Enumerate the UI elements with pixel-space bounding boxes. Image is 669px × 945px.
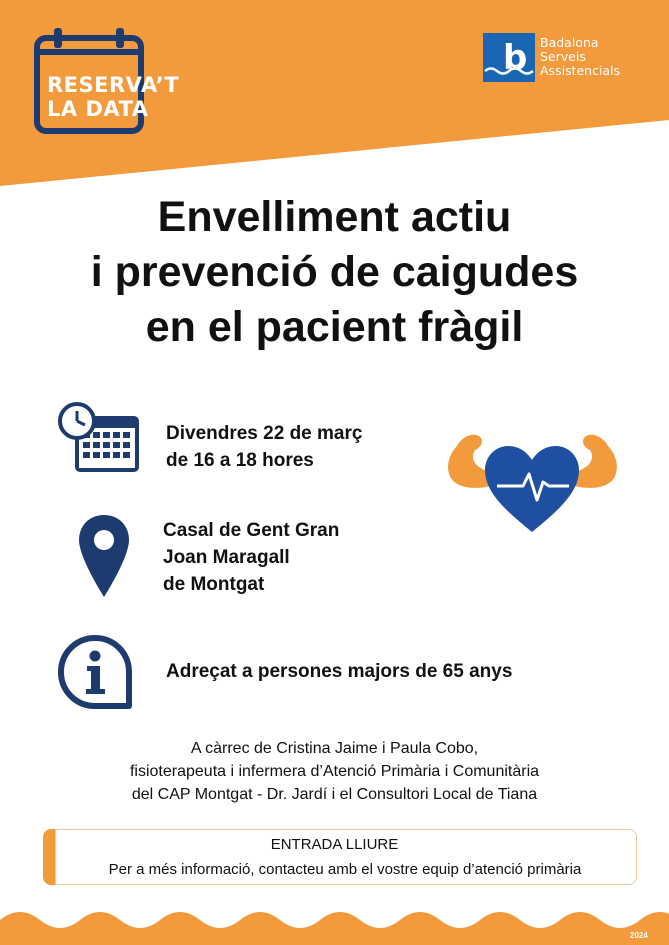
event-date bbox=[166, 420, 362, 474]
map-pin-icon bbox=[77, 513, 131, 599]
year-label: 2024 bbox=[630, 931, 648, 940]
place-line-3: de Montgat bbox=[163, 574, 265, 595]
credits-line-2: fisioterapeuta i infermera d’Atenció Primària i Comunitària bbox=[129, 763, 540, 780]
event-place bbox=[163, 517, 339, 598]
badge-line-2: LA DATA bbox=[47, 97, 149, 121]
info-bubble-icon bbox=[57, 634, 133, 710]
place-line-2: Joan Maragall bbox=[163, 547, 290, 568]
logo-line-1: Badalona bbox=[540, 35, 599, 50]
credits-line-1: A càrrec de Cristina Jaime i Paula Cobo, bbox=[190, 740, 479, 757]
title-line-3: en el pacient fràgil bbox=[145, 303, 524, 351]
date-line-2: de 16 a 18 hores bbox=[166, 450, 314, 471]
date-line-1: Divendres 22 de març bbox=[166, 423, 363, 444]
title-line-2: i prevenció de caigudes bbox=[90, 248, 579, 296]
logo-mark bbox=[483, 33, 535, 82]
calendar-clock-icon bbox=[58, 402, 142, 474]
credits bbox=[0, 737, 669, 806]
entry-title: ENTRADA LLIURE bbox=[270, 836, 399, 853]
badge-line-1: RESERVA’T bbox=[47, 73, 180, 97]
title-line-1: Envelliment actiu bbox=[157, 193, 512, 241]
footer-wave bbox=[0, 900, 669, 945]
heart-strong-arms-icon bbox=[445, 428, 620, 536]
logo-line-2: Serveis bbox=[540, 49, 586, 64]
contact-info: Per a més informació, contacteu amb el vostre equip d’atenció primària bbox=[108, 861, 582, 878]
logo-letter: b bbox=[503, 38, 528, 78]
credits-line-3: del CAP Montgat - Dr. Jardí i el Consultori Local de Tiana bbox=[131, 786, 538, 803]
event-audience: Adreçat a persones majors de 65 anys bbox=[166, 661, 513, 682]
logo-text bbox=[535, 33, 646, 82]
logo-line-3: Assistencials bbox=[540, 63, 621, 78]
badalona-logo bbox=[483, 33, 646, 82]
place-line-1: Casal de Gent Gran bbox=[163, 520, 340, 541]
page-title bbox=[0, 190, 669, 355]
